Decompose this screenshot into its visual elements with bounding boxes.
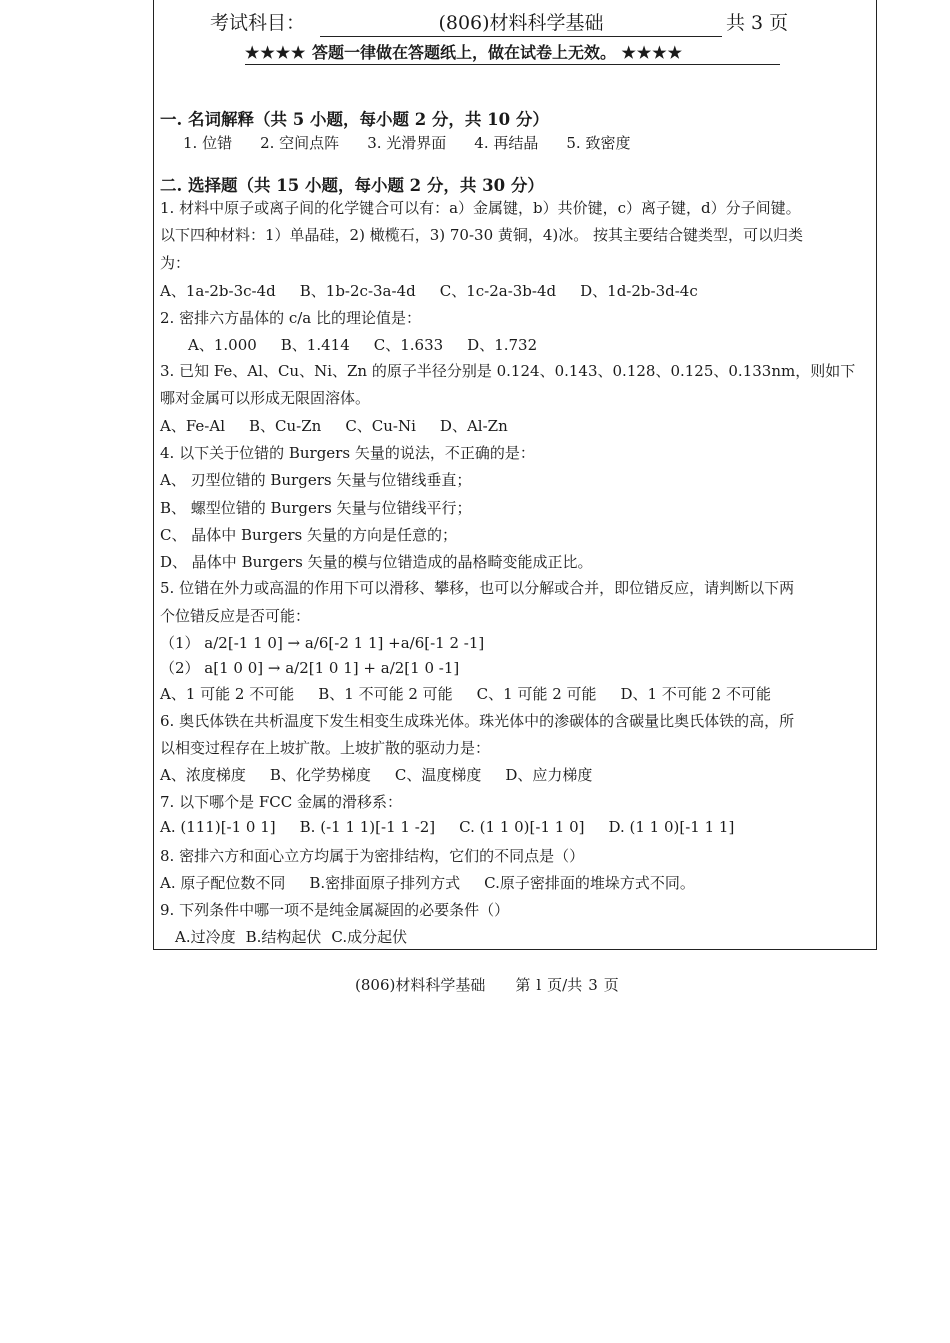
option: A、1.000: [188, 336, 257, 354]
option: C.原子密排面的堆垛方式不同。: [484, 874, 695, 892]
option: C.成分起伏: [331, 928, 408, 946]
option: C、Cu-Ni: [345, 417, 416, 435]
q4-option-b: B、 螺型位错的 Burgers 矢量与位错线平行；: [160, 499, 472, 517]
q1-line3: 为：: [160, 254, 191, 272]
q5-reaction1: （1） a/2[-1 1 0] → a/6[-2 1 1] +a/6[-1 2 -1]: [160, 634, 485, 652]
notice-text: 答题一律做在答题纸上，做在试卷上无效。: [306, 43, 622, 62]
footer-page-prefix: 第: [515, 976, 531, 994]
subject-name: (806)材料科学基础: [320, 8, 722, 37]
option: C、1c-2a-3b-4d: [439, 282, 557, 300]
q5-line2: 个位错反应是否可能：: [160, 607, 311, 625]
q5-reaction2: （2） a[1 0 0] → a/2[1 0 1] + a/2[1 0 -1]: [160, 659, 460, 677]
option: C、1 可能 2 可能: [476, 685, 597, 703]
total-pages: 共 3 页: [726, 12, 789, 34]
option: A.过冷度: [175, 928, 236, 946]
option: B.密排面原子排列方式: [309, 874, 461, 892]
q9: 9. 下列条件中哪一项不是纯金属凝固的必要条件（）: [160, 901, 510, 919]
footer-page-number: l: [536, 976, 542, 994]
q2-options: [188, 334, 561, 355]
notice-stars-right: ★★★★: [621, 43, 683, 62]
q9-options: [175, 926, 431, 947]
term-item: 3. 光滑界面: [367, 134, 447, 152]
option: D、1 不可能 2 不可能: [620, 685, 771, 703]
option: D、Al-Zn: [439, 417, 508, 435]
footer-total: 3: [588, 976, 598, 994]
q3-line1: 3. 已知 Fe、Al、Cu、Ni、Zn 的原子半径分别是 0.124、0.143、0.128、0.125、0.133nm，则如下: [160, 362, 856, 380]
option: B、1b-2c-3a-4d: [299, 282, 416, 300]
option: A、1a-2b-3c-4d: [160, 282, 276, 300]
q3-options: [160, 415, 532, 436]
q2: 2. 密排六方晶体的 c/a 比的理论值是：: [160, 309, 422, 327]
term-item: 4. 再结晶: [474, 134, 539, 152]
q1-line1: 1. 材料中原子或离子间的化学键合可以有：a）金属键，b）共价键，c）离子键，d）分子间键。: [160, 199, 801, 217]
option: A、1 可能 2 不可能: [160, 685, 295, 703]
term-item: 1. 位错: [183, 134, 233, 152]
option: B、化学势梯度: [269, 766, 371, 784]
option: B、Cu-Zn: [249, 417, 322, 435]
answer-notice: [245, 40, 780, 65]
q8: 8. 密排六方和面心立方均属于为密排结构，它们的不同点是（）: [160, 847, 585, 865]
q7-options: [160, 818, 758, 836]
option: A、Fe-Al: [160, 417, 225, 435]
option: D. (1 1 0)[-1 1 1]: [608, 818, 735, 836]
section2-title: 二. 选择题（共 15 小题，每小题 2 分，共 30 分）: [160, 176, 544, 195]
option: B. (-1 1 1)[-1 1 -2]: [299, 818, 436, 836]
term-item: 2. 空间点阵: [260, 134, 340, 152]
footer-subject: (806)材料科学基础: [355, 976, 486, 994]
option: C、1.633: [373, 336, 444, 354]
q4-option-c: C、 晶体中 Burgers 矢量的方向是任意的；: [160, 526, 457, 544]
option: D、应力梯度: [505, 766, 593, 784]
option: A、浓度梯度: [160, 766, 246, 784]
option: B.结构起伏: [245, 928, 322, 946]
option: A. 原子配位数不同: [160, 874, 286, 892]
subject-label: 考试科目：: [210, 12, 306, 34]
footer-page-mid: 页/共: [547, 976, 583, 994]
page-footer: [355, 974, 625, 995]
q6-line2: 以相变过程存在上坡扩散。上坡扩散的驱动力是：: [160, 739, 491, 757]
q5-line1: 5. 位错在外力或高温的作用下可以滑移、攀移，也可以分解或合并，即位错反应，请判断以下两: [160, 579, 795, 597]
section1-title: 一. 名词解释（共 5 小题，每小题 2 分，共 10 分）: [160, 110, 549, 129]
option: C、温度梯度: [394, 766, 482, 784]
notice-stars-left: ★★★★: [245, 43, 307, 62]
option: B、1 不可能 2 可能: [318, 685, 453, 703]
option: A. (111)[-1 0 1]: [160, 818, 276, 836]
term-list: [183, 132, 658, 153]
term-item: 5. 致密度: [566, 134, 631, 152]
option: D、1.732: [467, 336, 538, 354]
q1-line2: 以下四种材料：1）单晶硅，2) 橄榄石，3) 70-30 黄铜，4)冰。 按其主要结合键类型，可以归类: [160, 226, 804, 244]
option: D、1d-2b-3d-4c: [580, 282, 698, 300]
q8-options: [160, 872, 719, 893]
q5-options: [160, 683, 795, 704]
q3-line2: 哪对金属可以形成无限固溶体。: [160, 389, 371, 407]
q6-options: [160, 764, 616, 785]
q4-option-d: D、 晶体中 Burgers 矢量的模与位错造成的晶格畸变能成正比。: [160, 553, 593, 571]
option: B、1.414: [280, 336, 350, 354]
option: C. (1 1 0)[-1 1 0]: [459, 818, 585, 836]
q7: 7. 以下哪个是 FCC 金属的滑移系：: [160, 793, 402, 811]
q4: 4. 以下关于位错的 Burgers 矢量的说法，不正确的是：: [160, 444, 535, 462]
q1-options: [160, 280, 722, 301]
q4-option-a: A、 刃型位错的 Burgers 矢量与位错线垂直；: [160, 471, 472, 489]
footer-page-suffix: 页: [603, 976, 619, 994]
q6-line1: 6. 奥氏体铁在共析温度下发生相变生成珠光体。珠光体中的渗碳体的含碳量比奥氏体铁的高，所: [160, 712, 795, 730]
